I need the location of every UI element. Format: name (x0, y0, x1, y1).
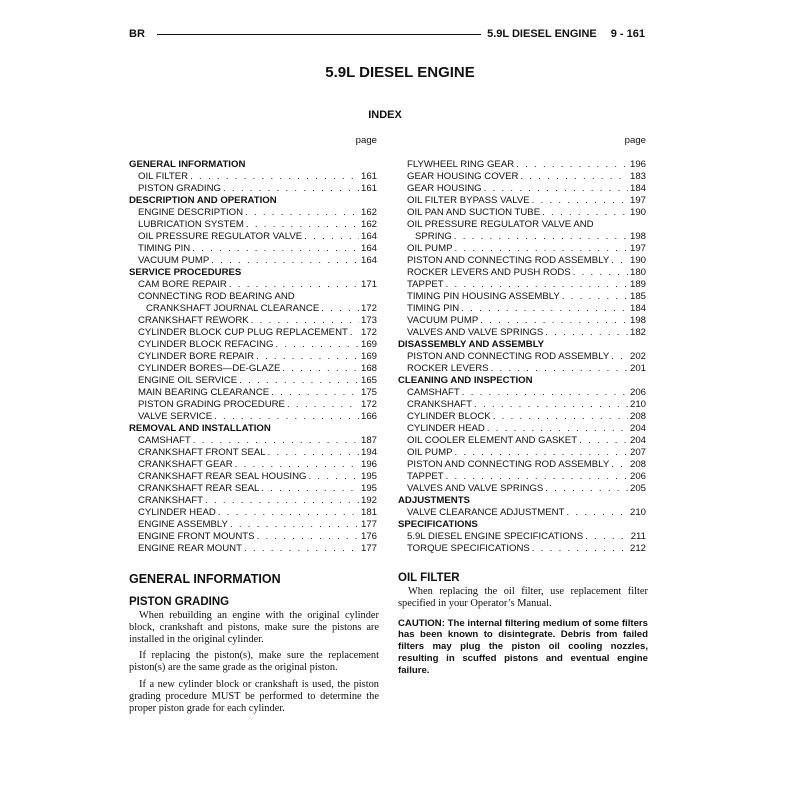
toc-entry-label: MAIN BEARING CLEARANCE (138, 387, 270, 398)
toc-entry-label: ENGINE DESCRIPTION (138, 207, 244, 218)
toc-entry (129, 255, 377, 267)
toc-entry (398, 231, 646, 243)
toc-entry (398, 399, 646, 411)
toc-entry-label: TORQUE SPECIFICATIONS (407, 543, 530, 554)
toc-entry-label: CYLINDER BLOCK (407, 411, 491, 422)
toc-leader-dots (520, 171, 628, 183)
toc-entry-label: CRANKSHAFT REAR SEAL HOUSING (138, 471, 307, 482)
toc-entry (398, 363, 646, 375)
toc-page-number: 168 (360, 363, 377, 374)
toc-page-number: 180 (629, 267, 646, 278)
toc-entry-label: OIL PRESSURE REGULATOR VALVE AND (407, 219, 594, 230)
toc-page-number: 172 (360, 327, 377, 338)
toc-page-number: 181 (360, 507, 377, 518)
toc-page-number: 164 (360, 231, 377, 242)
toc-leader-dots (611, 459, 628, 471)
toc-entry (129, 447, 377, 459)
toc-entry (129, 303, 377, 315)
toc-entry (398, 507, 646, 519)
toc-leader-dots (579, 435, 628, 447)
toc-page-number: 162 (360, 207, 377, 218)
header-title: 5.9L DIESEL ENGINE (487, 28, 597, 40)
toc-leader-dots (308, 471, 359, 483)
toc-entry-label: TIMING PIN HOUSING ASSEMBLY (407, 291, 560, 302)
toc-leader-dots (229, 279, 359, 291)
toc-entry (129, 243, 377, 255)
toc-entry-label: CYLINDER BORE REPAIR (138, 351, 255, 362)
toc-entry-label: TIMING PIN (138, 243, 191, 254)
index-title: INDEX (368, 109, 402, 121)
oil-filter-section (398, 572, 648, 677)
toc-page-number: 189 (629, 279, 646, 290)
toc-section-heading: SPECIFICATIONS (398, 519, 478, 530)
toc-leader-dots (321, 303, 359, 315)
toc-entry-label: OIL PUMP (407, 243, 453, 254)
toc-page-number: 161 (360, 171, 377, 182)
toc-page-number: 204 (629, 423, 646, 434)
toc-leader-dots (491, 363, 628, 375)
toc-page-number: 172 (360, 303, 377, 314)
toc-page-number: 183 (629, 171, 646, 182)
toc-leader-dots (611, 255, 628, 267)
toc-page-number: 212 (629, 543, 646, 554)
toc-entry (398, 459, 646, 471)
toc-leader-dots (218, 507, 359, 519)
header-section-code: BR (129, 28, 145, 40)
toc-entry-label: VACUUM PUMP (138, 255, 210, 266)
toc-entry-label: CRANKSHAFT FRONT SEAL (138, 447, 266, 458)
toc-leader-dots (282, 363, 359, 375)
toc-page-number: 208 (629, 411, 646, 422)
toc-entry (398, 303, 646, 315)
toc-page-number: 165 (360, 375, 377, 386)
toc-entry-label: FLYWHEEL RING GEAR (407, 159, 515, 170)
toc-entry (398, 255, 646, 267)
toc-page-number: 197 (629, 243, 646, 254)
toc-entry-label: CAMSHAFT (138, 435, 191, 446)
toc-entry-label: OIL PAN AND SUCTION TUBE (407, 207, 541, 218)
toc-leader-dots (350, 327, 359, 339)
toc-entry (129, 183, 377, 195)
toc-entry-label: GEAR HOUSING (407, 183, 482, 194)
toc-entry-label: TIMING PIN (407, 303, 460, 314)
toc-entry-label: VALVE SERVICE (138, 411, 213, 422)
toc-leader-dots (480, 315, 628, 327)
toc-entry (398, 183, 646, 195)
toc-entry (398, 351, 646, 363)
toc-entry-label: VALVE CLEARANCE ADJUSTMENT (407, 507, 565, 518)
toc-leader-dots (545, 327, 628, 339)
toc-column-left (129, 135, 377, 555)
subsection-heading: PISTON GRADING (129, 596, 230, 608)
toc-entry (129, 351, 377, 363)
toc-page-number: 173 (360, 315, 377, 326)
toc-entry-label: PISTON AND CONNECTING ROD ASSEMBLY (407, 255, 610, 266)
page-title: 5.9L DIESEL ENGINE (325, 64, 475, 81)
toc-entry-label: CYLINDER HEAD (138, 507, 216, 518)
toc-leader-dots (532, 195, 628, 207)
toc-section-heading: ADJUSTMENTS (398, 495, 470, 506)
toc-leader-dots (461, 303, 628, 315)
toc-page-number: 206 (629, 387, 646, 398)
toc-entry-label: CRANKSHAFT REAR SEAL (138, 483, 260, 494)
toc-page-number: 208 (629, 459, 646, 470)
toc-entry (129, 315, 377, 327)
section-heading: GENERAL INFORMATION (129, 572, 281, 586)
toc-section-heading: DISASSEMBLY AND ASSEMBLY (398, 339, 545, 350)
toc-entry (129, 207, 377, 219)
toc-page-number: 175 (360, 387, 377, 398)
toc-entry (398, 207, 646, 219)
toc-leader-dots (257, 531, 359, 543)
toc-entry (398, 435, 646, 447)
toc-entry (129, 279, 377, 291)
toc-leader-dots (261, 483, 359, 495)
toc-entry (398, 171, 646, 183)
toc-page-number: 161 (360, 183, 377, 194)
toc-page-number: 176 (360, 531, 377, 542)
toc-page-number: 166 (360, 411, 377, 422)
toc-page-number: 190 (629, 207, 646, 218)
toc-entry-label: CRANKSHAFT JOURNAL CLEARANCE (146, 303, 320, 314)
toc-page-number: 195 (360, 471, 377, 482)
toc-page-number: 210 (629, 399, 646, 410)
toc-entry (398, 531, 646, 543)
toc-entry-label: CYLINDER BLOCK REFACING (138, 339, 274, 350)
toc-leader-dots (256, 351, 359, 363)
toc-page-number: 164 (360, 255, 377, 266)
toc-leader-dots (545, 483, 628, 495)
toc-page-number: 196 (360, 459, 377, 470)
toc-entry-label: ROCKER LEVERS (407, 363, 489, 374)
toc-leader-dots (246, 219, 359, 231)
toc-page-number: 169 (360, 339, 377, 350)
toc-entry-label: OIL COOLER ELEMENT AND GASKET (407, 435, 578, 446)
toc-section-heading: GENERAL INFORMATION (129, 159, 246, 170)
page-column-label: page (355, 135, 377, 146)
toc-page-number: 194 (360, 447, 377, 458)
toc-entry-label: ENGINE ASSEMBLY (138, 519, 228, 530)
toc-page-number: 195 (360, 483, 377, 494)
toc-entry-label: CONNECTING ROD BEARING AND (138, 291, 295, 302)
toc-leader-dots (585, 531, 629, 543)
toc-leader-dots (205, 495, 359, 507)
toc-column-right (398, 135, 646, 555)
toc-entry-label: CRANKSHAFT (407, 399, 473, 410)
toc-entry (129, 507, 377, 519)
toc-leader-dots (462, 387, 628, 399)
header-page-number: 9 - 161 (610, 28, 645, 40)
toc-leader-dots (474, 399, 628, 411)
toc-entry (129, 459, 377, 471)
toc-page-number: 197 (629, 195, 646, 206)
toc-leader-dots (211, 255, 359, 267)
toc-page-number: 182 (629, 327, 646, 338)
toc-leader-dots (245, 207, 359, 219)
toc-entry (129, 519, 377, 531)
toc-leader-dots (542, 207, 628, 219)
toc-page-number: 207 (629, 447, 646, 458)
toc-entry (398, 243, 646, 255)
toc-entry (398, 315, 646, 327)
toc-entry (398, 411, 646, 423)
toc-page-number: 171 (360, 279, 377, 290)
header-rule (157, 34, 481, 35)
toc-section-heading: SERVICE PROCEDURES (129, 267, 242, 278)
toc-leader-dots (484, 183, 628, 195)
body-paragraph: If replacing the piston(s), make sure the replacement piston(s) are the same grade as the original piston. (129, 650, 379, 674)
toc-section-heading: DESCRIPTION AND OPERATION (129, 195, 277, 206)
toc-entry-label: GEAR HOUSING COVER (407, 171, 519, 182)
toc-section-heading: CLEANING AND INSPECTION (398, 375, 533, 386)
toc-page-number: 202 (629, 351, 646, 362)
toc-leader-dots (190, 171, 359, 183)
toc-page-number: 198 (629, 231, 646, 242)
toc-page-number: 196 (629, 159, 646, 170)
toc-entry-label: OIL FILTER (138, 171, 189, 182)
toc-page-number: 185 (629, 291, 646, 302)
toc-entry (398, 159, 646, 171)
toc-entry (129, 327, 377, 339)
toc-entry (398, 387, 646, 399)
toc-entry (129, 363, 377, 375)
toc-leader-dots (304, 231, 359, 243)
toc-leader-dots (223, 183, 359, 195)
toc-entry-label: PISTON GRADING PROCEDURE (138, 399, 285, 410)
toc-page-number: 169 (360, 351, 377, 362)
toc-entry-label: CAM BORE REPAIR (138, 279, 227, 290)
toc-entry (129, 219, 377, 231)
toc-leader-dots (493, 411, 628, 423)
toc-leader-dots (446, 471, 628, 483)
toc-entry-label: SPRING (415, 231, 452, 242)
toc-page-number: 177 (360, 519, 377, 530)
toc-entry-label: OIL PRESSURE REGULATOR VALVE (138, 231, 303, 242)
toc-page-number: 177 (360, 543, 377, 554)
toc-entry-label: PISTON AND CONNECTING ROD ASSEMBLY (407, 459, 610, 470)
toc-page-number: 187 (360, 435, 377, 446)
toc-page-number: 198 (629, 315, 646, 326)
toc-entry-label: CYLINDER BLOCK CUP PLUG REPLACEMENT (138, 327, 348, 338)
toc-entry (129, 339, 377, 351)
toc-leader-dots (532, 543, 628, 555)
toc-entry (398, 423, 646, 435)
toc-entry (398, 543, 646, 555)
toc-page-number: 164 (360, 243, 377, 254)
toc-page-number: 211 (630, 531, 646, 542)
toc-entry-label: OIL PUMP (407, 447, 453, 458)
toc-leader-dots (455, 447, 628, 459)
toc-entry (398, 471, 646, 483)
toc-entry-label: CRANKSHAFT GEAR (138, 459, 233, 470)
toc-entry (129, 471, 377, 483)
page-column-label: page (624, 135, 646, 146)
toc-leader-dots (573, 267, 628, 279)
toc-page-number: 162 (360, 219, 377, 230)
toc-page-number: 204 (629, 435, 646, 446)
toc-entry (129, 483, 377, 495)
toc-entry (129, 387, 377, 399)
toc-leader-dots (251, 315, 359, 327)
running-header (129, 26, 645, 42)
toc-entry-label: VALVES AND VALVE SPRINGS (407, 327, 544, 338)
toc-entry (129, 231, 377, 243)
toc-entry (398, 267, 646, 279)
toc-entry-label: CYLINDER BORES—DE-GLAZE (138, 363, 281, 374)
toc-entry-label: LUBRICATION SYSTEM (138, 219, 244, 230)
toc-page-number: 172 (360, 399, 377, 410)
toc-entry (129, 495, 377, 507)
toc-entry-label: CRANKSHAFT (138, 495, 204, 506)
toc-entry-label: TAPPET (407, 471, 444, 482)
toc-leader-dots (455, 243, 628, 255)
toc-entry-label: VACUUM PUMP (407, 315, 479, 326)
toc-leader-dots (275, 339, 359, 351)
toc-entry (129, 435, 377, 447)
toc-entry (129, 171, 377, 183)
toc-leader-dots (268, 447, 359, 459)
toc-leader-dots (271, 387, 359, 399)
toc-entry-label: CRANKSHAFT REWORK (138, 315, 249, 326)
toc-page-number: 184 (629, 183, 646, 194)
toc-entry-label: ROCKER LEVERS AND PUSH RODS (407, 267, 571, 278)
toc-entry-label: CAMSHAFT (407, 387, 460, 398)
toc-entry-label: OIL FILTER BYPASS VALVE (407, 195, 530, 206)
toc-leader-dots (214, 411, 359, 423)
toc-entry-label: VALVES AND VALVE SPRINGS (407, 483, 544, 494)
toc-entry-label: ENGINE FRONT MOUNTS (138, 531, 255, 542)
toc-leader-dots (562, 291, 628, 303)
toc-leader-dots (193, 435, 359, 447)
toc-entry (398, 447, 646, 459)
toc-leader-dots (454, 231, 628, 243)
toc-leader-dots (287, 399, 359, 411)
toc-section-heading: REMOVAL AND INSTALLATION (129, 423, 271, 434)
toc-page-number: 210 (629, 507, 646, 518)
toc-entry (398, 483, 646, 495)
toc-entry-label: 5.9L DIESEL ENGINE SPECIFICATIONS (407, 531, 584, 542)
toc-leader-dots (235, 459, 359, 471)
toc-entry (129, 399, 377, 411)
toc-entry-label: PISTON GRADING (138, 183, 221, 194)
toc-entry-label: CYLINDER HEAD (407, 423, 485, 434)
toc-entry (129, 411, 377, 423)
toc-entry (129, 531, 377, 543)
toc-entry-label: PISTON AND CONNECTING ROD ASSEMBLY (407, 351, 610, 362)
toc-entry (398, 291, 646, 303)
toc-leader-dots (611, 351, 628, 363)
toc-leader-dots (516, 159, 628, 171)
toc-entry-label: ENGINE OIL SERVICE (138, 375, 238, 386)
toc-entry-label: ENGINE REAR MOUNT (138, 543, 242, 554)
body-paragraph: When replacing the oil filter, use replacement filter specified in your Operator’s Manual. (398, 586, 648, 609)
toc-leader-dots (446, 279, 628, 291)
toc-leader-dots (244, 543, 359, 555)
toc-entry-label: TAPPET (407, 279, 444, 290)
toc-leader-dots (566, 507, 628, 519)
caution-note: CAUTION: The internal filtering medium of some filters has been known to disintegrate. Debris from failed filters may plug the piston oil cooling nozzles, resulting in scuffed pistons and eventual engine failure. (398, 617, 648, 676)
toc-page-number: 205 (629, 483, 646, 494)
toc-page-number: 184 (629, 303, 646, 314)
toc-leader-dots (239, 375, 359, 387)
body-paragraph: If a new cylinder block or crankshaft is used, the piston grading procedure MUST be performed to determine the proper piston grade for each cylinder. (129, 678, 379, 714)
toc-page-number: 190 (629, 255, 646, 266)
toc-entry (398, 195, 646, 207)
general-information-section (129, 572, 379, 719)
toc-entry (129, 543, 377, 555)
toc-page-number: 201 (629, 363, 646, 374)
toc-leader-dots (230, 519, 359, 531)
subsection-heading: OIL FILTER (398, 572, 460, 584)
toc-entry (398, 327, 646, 339)
toc-entry (398, 279, 646, 291)
toc-leader-dots (487, 423, 628, 435)
toc-leader-dots (192, 243, 359, 255)
toc-entry (129, 375, 377, 387)
toc-page-number: 192 (360, 495, 377, 506)
body-paragraph: When rebuilding an engine with the original cylinder block, crankshaft and pistons, make sure the pistons are installed in the original cylinder. (129, 610, 379, 645)
toc-page-number: 206 (629, 471, 646, 482)
